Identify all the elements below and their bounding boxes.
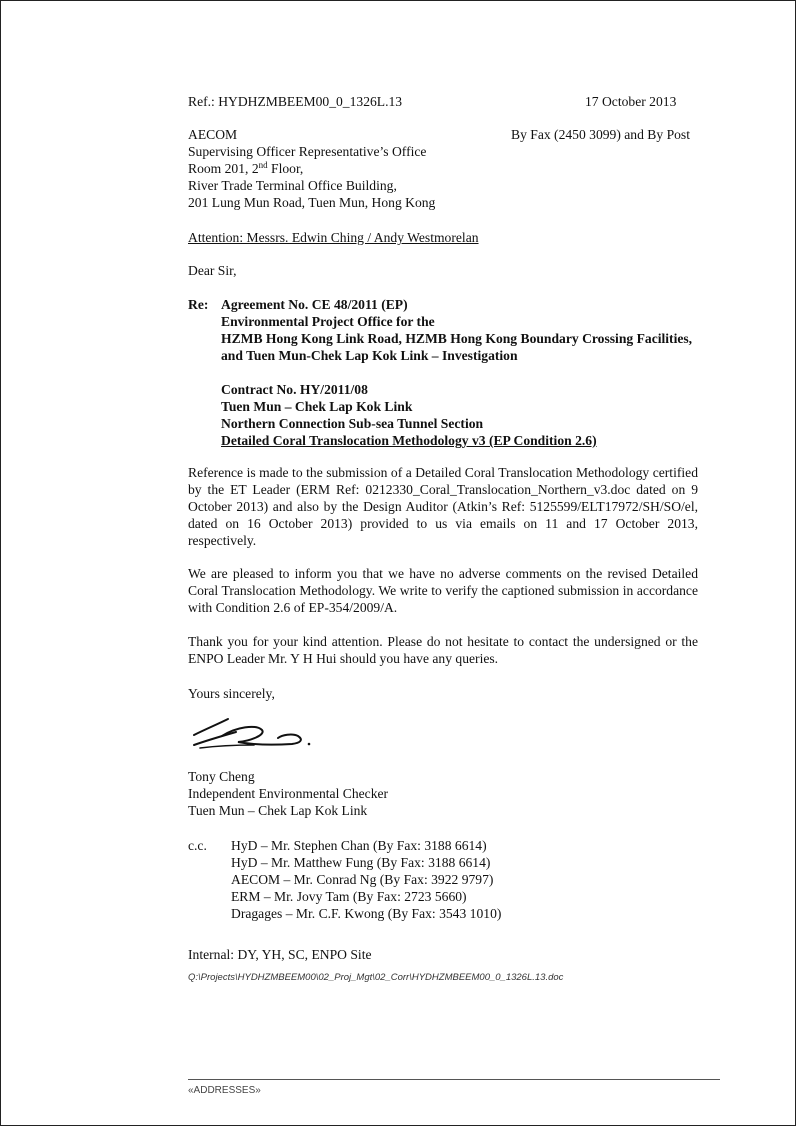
cc-label: c.c. bbox=[188, 838, 207, 853]
subject-line: Tuen Mun – Chek Lap Kok Link bbox=[221, 399, 413, 414]
salutation: Dear Sir, bbox=[188, 263, 237, 278]
footer-addresses: «ADDRESSES» bbox=[188, 1085, 261, 1096]
cc-item: AECOM – Mr. Conrad Ng (By Fax: 3922 9797) bbox=[231, 872, 494, 887]
cc-list bbox=[231, 837, 501, 922]
recipient-line: Room 201, 2nd Floor, bbox=[188, 160, 304, 176]
signatory-name: Tony Cheng bbox=[188, 769, 255, 784]
cc-item: ERM – Mr. Jovy Tam (By Fax: 2723 5660) bbox=[231, 889, 467, 904]
recipient-line: Supervising Officer Representative’s Office bbox=[188, 144, 427, 159]
subject-line: Northern Connection Sub-sea Tunnel Section bbox=[221, 416, 484, 431]
recipient-line: AECOM bbox=[188, 127, 238, 142]
body-paragraph: Thank you for your kind attention. Please do not hesitate to contact the undersigned or the ENPO Leader Mr. Y H Hui should you have any queries. bbox=[188, 634, 698, 666]
cc-item: HyD – Mr. Matthew Fung (By Fax: 3188 6614) bbox=[231, 855, 491, 870]
cc-item: HyD – Mr. Stephen Chan (By Fax: 3188 6614) bbox=[231, 838, 487, 853]
subject-line: Contract No. HY/2011/08 bbox=[221, 382, 368, 397]
body-paragraph: Reference is made to the submission of a Detailed Coral Translocation Methodology certified by the ET Leader (ERM Ref: 0212330_Coral_Translocation_Northern_v3.doc dated on 9 October 2013) and also by the Design Auditor (Atkin’s Ref: 5125599/ELT17972/SH/SO/el, dated on 16 October 2013) provided to us via emails on 11 and 17 October 2013, respectively. bbox=[188, 465, 698, 548]
subject-block bbox=[221, 296, 692, 449]
subject-line: Environmental Project Office for the bbox=[221, 314, 435, 329]
re-label: Re: bbox=[188, 297, 209, 312]
signatory-project: Tuen Mun – Chek Lap Kok Link bbox=[188, 803, 368, 818]
attention-line: Attention: Messrs. Edwin Ching / Andy Westmorelan bbox=[188, 230, 479, 245]
letter-date: 17 October 2013 bbox=[585, 94, 677, 109]
footer-divider bbox=[188, 1079, 720, 1080]
body-paragraph: We are pleased to inform you that we have no adverse comments on the revised Detailed Coral Translocation Methodology. We write to verify the captioned submission in accordance with Condition 2.6 of EP-354/2009/A. bbox=[188, 566, 698, 615]
closing: Yours sincerely, bbox=[188, 686, 275, 701]
cc-item: Dragages – Mr. C.F. Kwong (By Fax: 3543 1010) bbox=[231, 906, 502, 921]
subject-line: HZMB Hong Kong Link Road, HZMB Hong Kong Boundary Crossing Facilities, bbox=[221, 331, 693, 346]
signature-image bbox=[192, 715, 317, 753]
recipient-address bbox=[188, 126, 435, 211]
internal-distribution: Internal: DY, YH, SC, ENPO Site bbox=[188, 947, 372, 962]
subject-line: Detailed Coral Translocation Methodology v3 (EP Condition 2.6) bbox=[221, 433, 597, 448]
subject-line: and Tuen Mun-Chek Lap Kok Link – Investigation bbox=[221, 348, 518, 363]
recipient-line: River Trade Terminal Office Building, bbox=[188, 178, 397, 193]
signatory-block bbox=[188, 768, 388, 819]
delivery-method: By Fax (2450 3099) and By Post bbox=[511, 127, 690, 142]
recipient-line: 201 Lung Mun Road, Tuen Mun, Hong Kong bbox=[188, 195, 436, 210]
reference-number: Ref.: HYDHZMBEEM00_0_1326L.13 bbox=[188, 94, 403, 109]
subject-line: Agreement No. CE 48/2011 (EP) bbox=[221, 297, 408, 312]
signatory-title: Independent Environmental Checker bbox=[188, 786, 389, 801]
file-path: Q:\Projects\HYDHZMBEEM00\02_Proj_Mgt\02_Corr\HYDHZMBEEM00_0_1326L.13.doc bbox=[188, 972, 564, 983]
